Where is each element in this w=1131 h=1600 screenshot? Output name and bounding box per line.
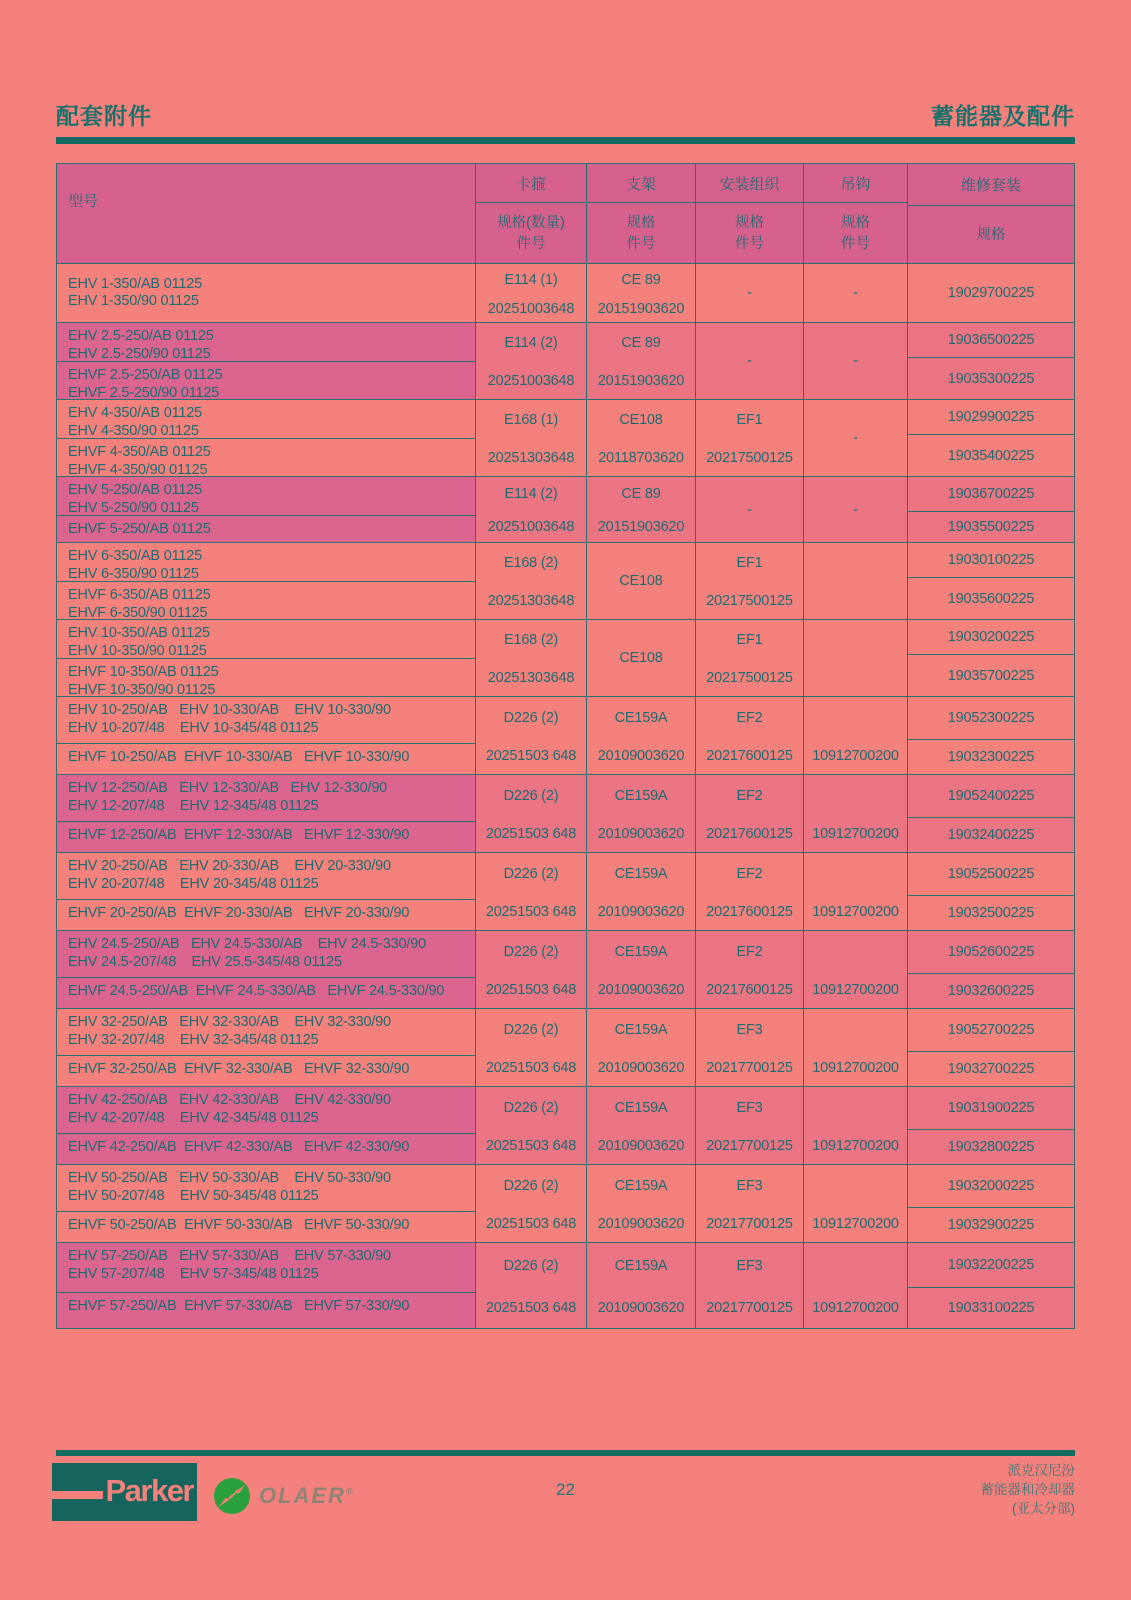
clamp-cell: D226 (2) 20251503 648 (476, 931, 587, 1008)
column-header-model (57, 164, 476, 263)
bracket-cell: CE159A 20109003620 (587, 931, 696, 1008)
bracket-cell: CE108 (587, 543, 696, 619)
olaer-logo-wordmark: OLAER® (259, 1483, 355, 1508)
table-row-group (57, 322, 1074, 399)
hook-cell: 10912700200 (804, 1165, 908, 1242)
bracket-cell: CE159A 20109003620 (587, 697, 696, 774)
model-cell: EHV 4-350/AB 01125 EHV 4-350/90 01125 EHVF 4-350/AB 01125 EHVF 4-350/90 01125 (57, 400, 476, 476)
clamp-cell: D226 (2) 20251503 648 (476, 1009, 587, 1086)
repair-cell: 19052300225 19032300225 (908, 697, 1074, 774)
table-row-group (57, 774, 1074, 852)
hook-cell: 10912700200 (804, 1087, 908, 1164)
model-cell: EHV 5-250/AB 01125 EHV 5-250/90 01125 EHVF 5-250/AB 01125 (57, 477, 476, 542)
company-line: (亚太分部) (1012, 1501, 1075, 1516)
model-line: EHV 1-350/90 01125 (68, 293, 199, 309)
mounting-cell: EF3 20217700125 (696, 1165, 804, 1242)
bracket-cell: CE 89 20151903620 (587, 477, 696, 542)
page-title-right: 蓄能器及配件 (931, 103, 1075, 129)
repair-cell: 19036700225 19035500225 (908, 477, 1074, 542)
mounting-cell: EF2 20217600125 (696, 697, 804, 774)
parker-logo (52, 1463, 197, 1521)
table-row-group (57, 476, 1074, 542)
table-row-group (57, 852, 1074, 930)
bracket-cell: CE 89 20151903620 (587, 264, 696, 322)
clamp-cell: D226 (2) 20251503 648 (476, 775, 587, 852)
bracket-cell: CE 89 20151903620 (587, 323, 696, 399)
column-header-clamp (476, 164, 587, 263)
repair-cell: 19031900225 19032800225 (908, 1087, 1074, 1164)
bracket-cell: CE108 20118703620 (587, 400, 696, 476)
hook-cell (804, 543, 908, 619)
mounting-spec-label: 规格 (735, 215, 764, 231)
clamp-cell: E114 (2) 20251003648 (476, 323, 587, 399)
hook-part-label: 件号 (841, 236, 870, 252)
column-header-mounting (696, 164, 804, 263)
mounting-cell: - (696, 477, 804, 542)
clamp-cell: D226 (2) 20251503 648 (476, 1165, 587, 1242)
bracket-header-label: 支架 (587, 164, 695, 203)
company-line: 蓄能器和冷却器 (980, 1482, 1075, 1497)
clamp-cell: D226 (2) 20251503 648 (476, 853, 587, 930)
bracket-cell: CE159A 20109003620 (587, 1087, 696, 1164)
model-cell: EHV 57-250/AB EHV 57-330/AB EHV 57-330/90 EHV 57-207/48 EHV 57-345/48 01125 EHVF 57-250/AB EHVF 57-330/AB EHVF 57-330/90 (57, 1243, 476, 1328)
olaer-swirl-icon (212, 1477, 252, 1515)
table-row-group (57, 1086, 1074, 1164)
model-cell: EHV 10-250/AB EHV 10-330/AB EHV 10-330/90 EHV 10-207/48 EHV 10-345/48 01125 EHVF 10-250/AB EHVF 10-330/AB EHVF 10-330/90 (57, 697, 476, 774)
clamp-cell: E114 (2) 20251003648 (476, 477, 587, 542)
table-header (57, 164, 1074, 263)
mounting-cell: - (696, 323, 804, 399)
clamp-cell: E114 (1) 20251003648 (476, 264, 587, 322)
mounting-cell: EF1 20217500125 (696, 400, 804, 476)
repair-cell: 19029900225 19035400225 (908, 400, 1074, 476)
model-line: EHV 1-350/AB 01125 (68, 275, 202, 292)
clamp-part-label: 件号 (516, 236, 546, 252)
clamp-cell: D226 (2) 20251503 648 (476, 1243, 587, 1328)
mounting-cell: EF3 20217700125 (696, 1087, 804, 1164)
hook-cell: 10912700200 (804, 853, 908, 930)
bracket-cell: CE108 (587, 620, 696, 696)
olaer-logo (212, 1477, 355, 1515)
table-row-group (57, 1242, 1074, 1328)
hook-cell: - (804, 400, 908, 476)
repair-cell: 19032200225 19033100225 (908, 1243, 1074, 1328)
clamp-cell: D226 (2) 20251503 648 (476, 697, 587, 774)
page-title-left: 配套附件 (56, 103, 152, 129)
table-row-group (57, 263, 1074, 322)
model-header-label: 型号 (68, 193, 99, 210)
model-cell (57, 264, 476, 322)
repair-cell: 19052700225 19032700225 (908, 1009, 1074, 1086)
model-cell: EHV 32-250/AB EHV 32-330/AB EHV 32-330/90 EHV 32-207/48 EHV 32-345/48 01125 EHVF 32-250/AB EHVF 32-330/AB EHVF 32-330/90 (57, 1009, 476, 1086)
repair-cell: 19052500225 19032500225 (908, 853, 1074, 930)
mounting-cell: EF3 20217700125 (696, 1009, 804, 1086)
hook-cell: - (804, 264, 908, 322)
model-cell: EHV 12-250/AB EHV 12-330/AB EHV 12-330/90 EHV 12-207/48 EHV 12-345/48 01125 EHVF 12-250/AB EHVF 12-330/AB EHVF 12-330/90 (57, 775, 476, 852)
repair-cell: 19052600225 19032600225 (908, 931, 1074, 1008)
table-row-group (57, 399, 1074, 476)
model-cell: EHV 24.5-250/AB EHV 24.5-330/AB EHV 24.5-330/90 EHV 24.5-207/48 EHV 25.5-345/48 01125 EHVF 24.5-250/AB EHVF 24.5-330/AB EHVF 24.5-330/90 (57, 931, 476, 1008)
page-number: 22 (556, 1480, 575, 1499)
bracket-cell: CE159A 20109003620 (587, 1009, 696, 1086)
clamp-cell: E168 (1) 20251303648 (476, 400, 587, 476)
hook-cell: - (804, 477, 908, 542)
mounting-cell: EF1 20217500125 (696, 543, 804, 619)
parker-logo-dash (45, 1491, 103, 1499)
company-info (981, 1461, 1076, 1518)
table-row-group (57, 619, 1074, 696)
bracket-cell: CE159A 20109003620 (587, 853, 696, 930)
clamp-cell: E168 (2) 20251303648 (476, 543, 587, 619)
repair-cell: 19029700225 (947, 285, 1035, 301)
hook-cell: 10912700200 (804, 775, 908, 852)
hook-spec-label: 规格 (841, 215, 870, 231)
column-header-repair (908, 164, 1074, 263)
clamp-cell: E168 (2) 20251303648 (476, 620, 587, 696)
table-row-group (57, 542, 1074, 619)
bracket-cell: CE159A 20109003620 (587, 1243, 696, 1328)
header-rule (56, 137, 1075, 144)
mounting-cell: - (696, 264, 804, 322)
bracket-cell: CE159A 20109003620 (587, 775, 696, 852)
repair-cell: 19030100225 19035600225 (908, 543, 1074, 619)
clamp-cell: D226 (2) 20251503 648 (476, 1087, 587, 1164)
table-row-group (57, 930, 1074, 1008)
company-line: 派克汉尼汾 (1007, 1463, 1075, 1478)
model-cell: EHV 10-350/AB 01125 EHV 10-350/90 01125 EHVF 10-350/AB 01125 EHVF 10-350/90 01125 (57, 620, 476, 696)
model-cell: EHV 6-350/AB 01125 EHV 6-350/90 01125 EHVF 6-350/AB 01125 EHVF 6-350/90 01125 (57, 543, 476, 619)
hook-cell: 10912700200 (804, 1243, 908, 1328)
column-header-bracket (587, 164, 696, 263)
repair-cell: 19030200225 19035700225 (908, 620, 1074, 696)
bracket-spec-label: 规格 (626, 215, 656, 231)
mounting-cell: EF2 20217600125 (696, 931, 804, 1008)
model-cell: EHV 42-250/AB EHV 42-330/AB EHV 42-330/90 EHV 42-207/48 EHV 42-345/48 01125 EHVF 42-250/AB EHVF 42-330/AB EHVF 42-330/90 (57, 1087, 476, 1164)
mounting-cell: EF1 20217500125 (696, 620, 804, 696)
hook-cell: 10912700200 (804, 1009, 908, 1086)
column-header-hook (804, 164, 908, 263)
table-row-group (57, 1008, 1074, 1086)
repair-header-label: 维修套装 (908, 164, 1074, 206)
mounting-cell: EF3 20217700125 (696, 1243, 804, 1328)
table-row-group (57, 696, 1074, 774)
model-cell: EHV 50-250/AB EHV 50-330/AB EHV 50-330/90 EHV 50-207/48 EHV 50-345/48 01125 EHVF 50-250/AB EHVF 50-330/AB EHVF 50-330/90 (57, 1165, 476, 1242)
mounting-part-label: 件号 (735, 236, 764, 252)
accessories-table (56, 163, 1075, 1329)
bracket-part-label: 件号 (626, 236, 656, 252)
repair-cell: 19036500225 19035300225 (908, 323, 1074, 399)
repair-cell: 19052400225 19032400225 (908, 775, 1074, 852)
bracket-cell: CE159A 20109003620 (587, 1165, 696, 1242)
hook-cell: 10912700200 (804, 697, 908, 774)
footer-rule (56, 1450, 1075, 1456)
hook-cell: 10912700200 (804, 931, 908, 1008)
mounting-cell: EF2 20217600125 (696, 775, 804, 852)
hook-header-label: 吊钩 (804, 164, 907, 203)
hook-cell (804, 620, 908, 696)
table-row-group (57, 1164, 1074, 1242)
clamp-header-label: 卡箍 (476, 164, 586, 203)
hook-cell: - (804, 323, 908, 399)
repair-cell: 19032000225 19032900225 (908, 1165, 1074, 1242)
clamp-spec-label: 规格(数量) (497, 215, 565, 231)
registered-mark: ® (346, 1486, 355, 1497)
mounting-cell: EF2 20217600125 (696, 853, 804, 930)
repair-spec-label: 规格 (976, 227, 1006, 243)
mounting-header-label: 安装组织 (696, 164, 803, 203)
parker-logo-wordmark: Parker (105, 1473, 193, 1508)
model-cell: EHV 20-250/AB EHV 20-330/AB EHV 20-330/90 EHV 20-207/48 EHV 20-345/48 01125 EHVF 20-250/AB EHVF 20-330/AB EHVF 20-330/90 (57, 853, 476, 930)
model-cell: EHV 2.5-250/AB 01125 EHV 2.5-250/90 01125 EHVF 2.5-250/AB 01125 EHVF 2.5-250/90 01125 (57, 323, 476, 399)
